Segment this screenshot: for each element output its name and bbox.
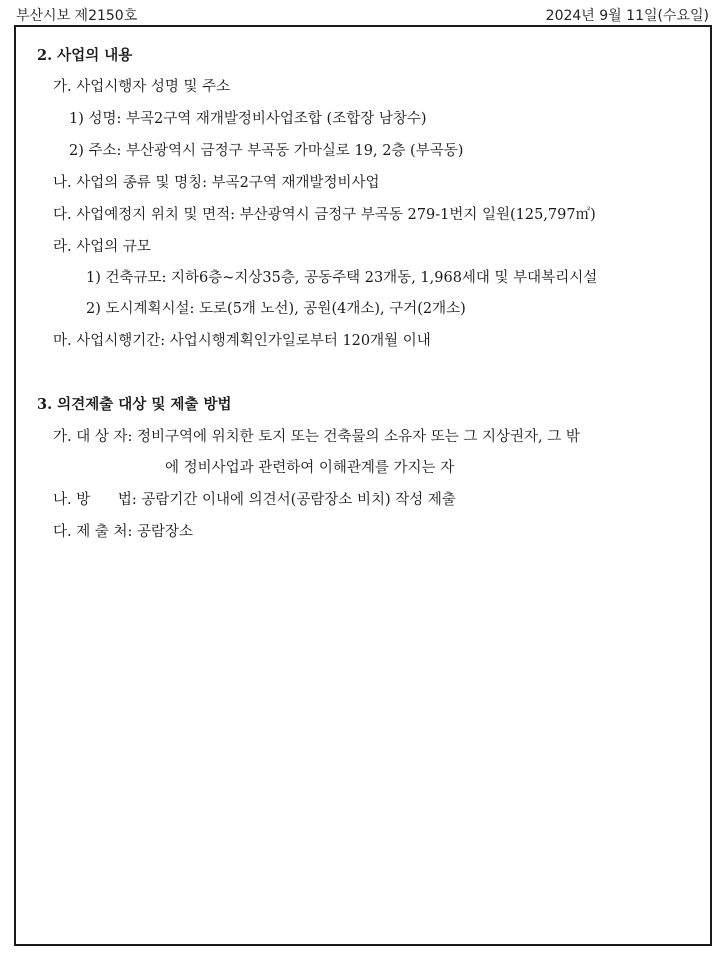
gazette-issue: 부산시보 제2150호 [16,8,138,24]
section-3-item-ga-continued: 에 정비사업과 관련하여 이해관계를 가지는 자 [165,460,455,476]
section-3-title: 3. 의견제출 대상 및 제출 방법 [37,396,232,413]
section-3-item-ga: 가. 대 상 자: 정비구역에 위치한 토지 또는 건축물의 소유자 또는 그 지상권자, 그 밖 [53,429,580,445]
section-2-item-ga: 가. 사업시행자 성명 및 주소 [53,79,231,95]
page-header [16,4,709,26]
section-2-item-ma: 마. 사업시행기간: 사업시행계획인가일로부터 120개월 이내 [53,333,431,349]
section-2-item-ra-2: 2) 도시계획시설: 도로(5개 노선), 공원(4개소), 구거(2개소) [86,301,466,317]
section-2-title: 2. 사업의 내용 [37,47,133,64]
section-2-item-da: 다. 사업예정지 위치 및 면적: 부산광역시 금정구 부곡동 279-1번지 일원(125,797㎡) [53,207,596,223]
section-3-item-na: 나. 방 법: 공람기간 이내에 의견서(공람장소 비치) 작성 제출 [53,492,456,508]
section-2-item-na: 나. 사업의 종류 및 명칭: 부곡2구역 재개발정비사업 [53,175,380,191]
publication-date: 2024년 9월 11일(수요일) [545,8,709,24]
section-2-item-ra-1: 1) 건축규모: 지하6층~지상35층, 공동주택 23개동, 1,968세대 및 부대복리시설 [86,270,598,286]
section-2-item-ga-2: 2) 주소: 부산광역시 금정구 부곡동 가마실로 19, 2층 (부곡동) [69,143,464,159]
section-3-item-da: 다. 제 출 처: 공람장소 [53,524,193,540]
section-2-item-ra: 라. 사업의 규모 [53,239,151,255]
content-frame [14,25,712,946]
section-2-item-ga-1: 1) 성명: 부곡2구역 재개발정비사업조합 (조합장 남창수) [69,111,427,127]
